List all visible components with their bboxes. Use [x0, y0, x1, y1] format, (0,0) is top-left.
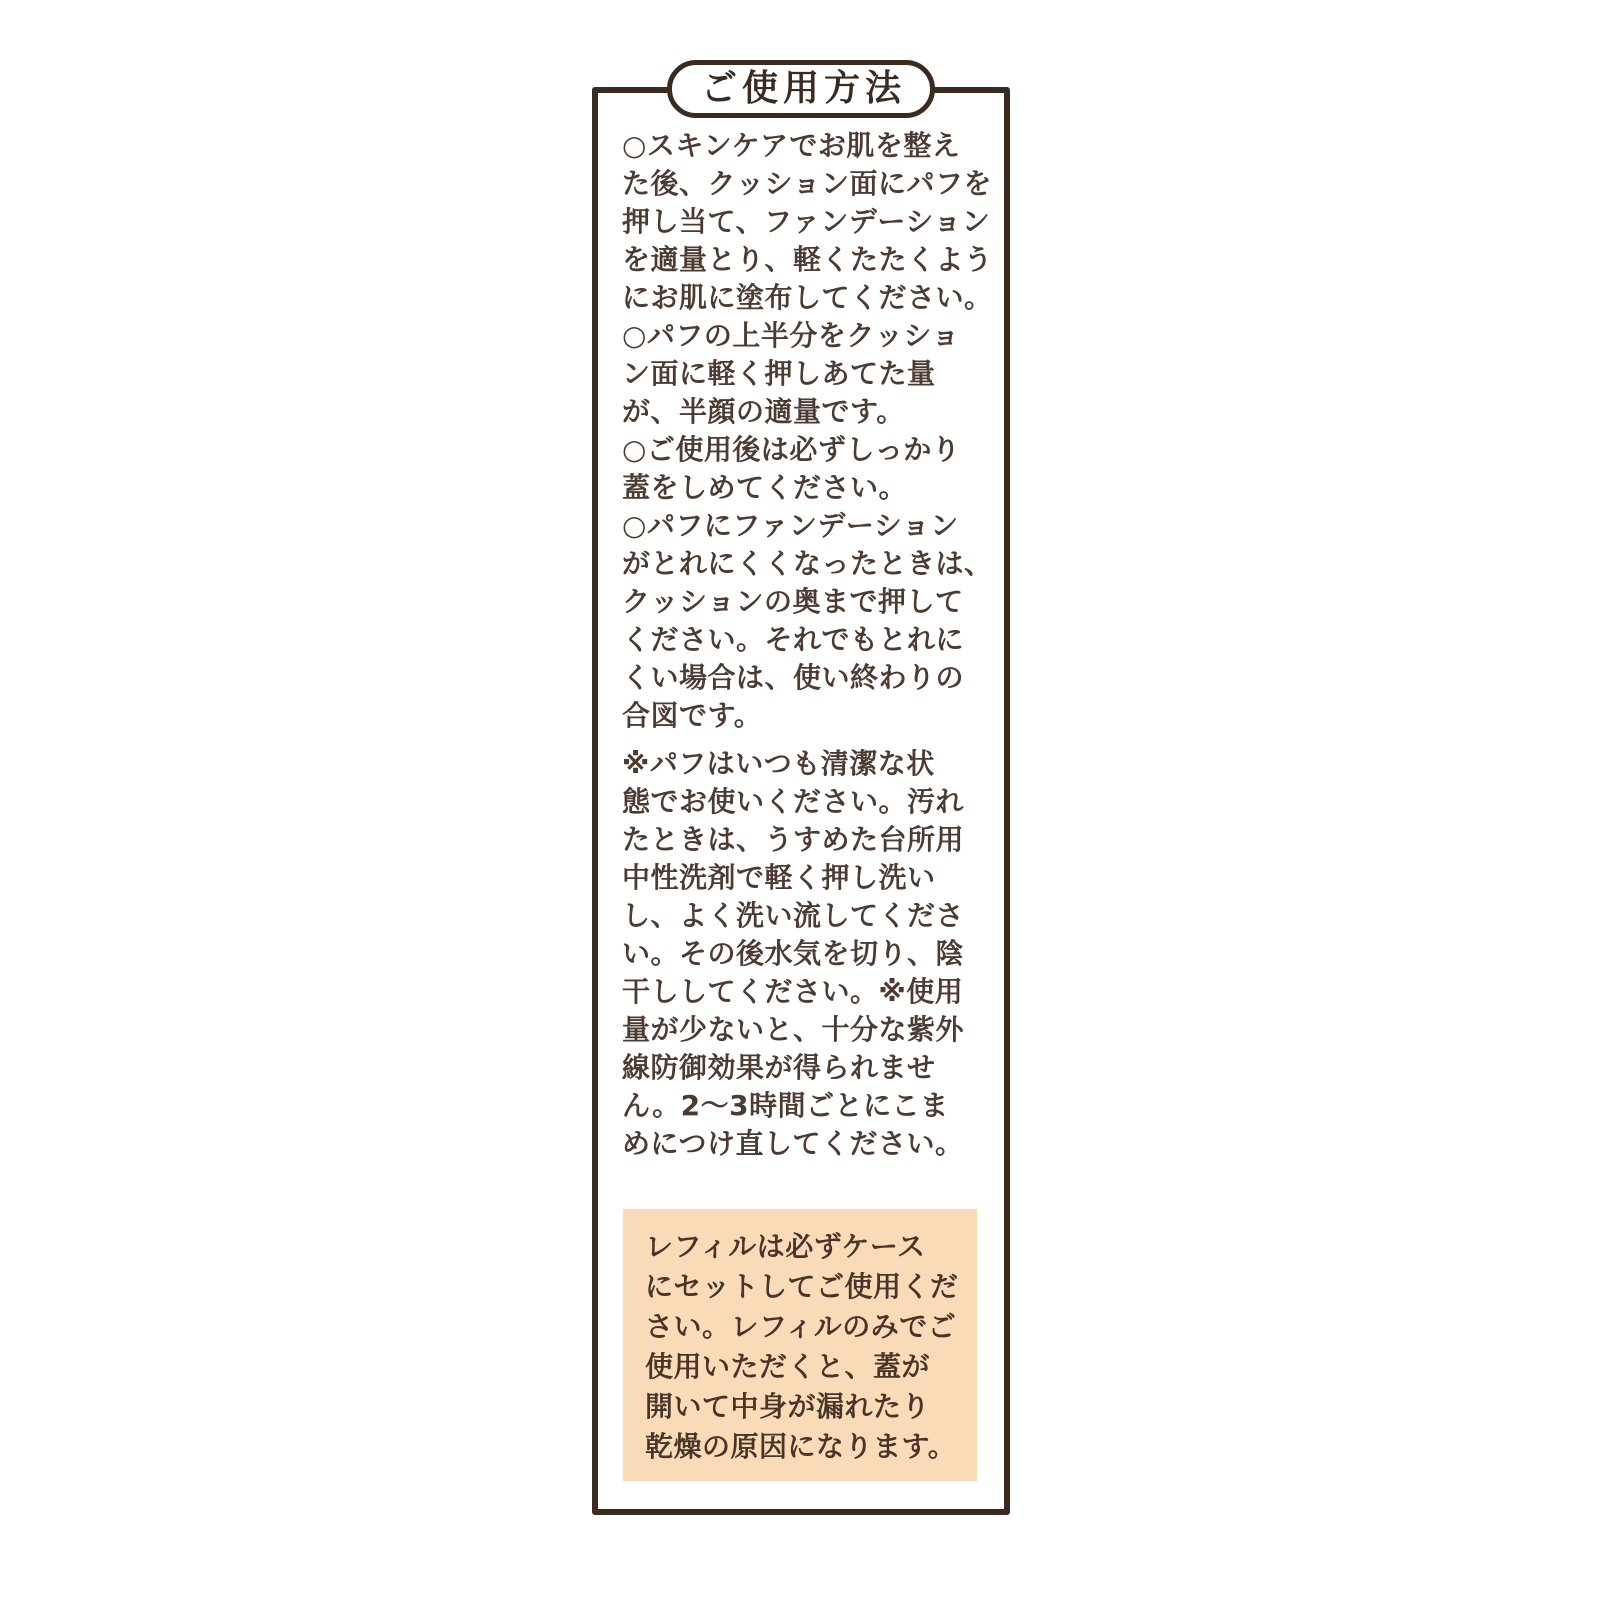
paragraph-proper-amount — [622, 317, 990, 431]
instruction-line: 蓋をしめてください。 — [622, 471, 908, 504]
warning-line: 使用いただくと、蓋が — [645, 1350, 931, 1383]
refill-warning-box — [623, 1209, 977, 1481]
instruction-line: た後、クッション面にパフを — [622, 167, 992, 200]
instruction-line: ○スキンケアでお肌を整え — [622, 129, 961, 162]
instruction-line: 合図です。 — [622, 699, 763, 732]
instruction-line: ○ご使用後は必ずしっかり — [622, 433, 961, 466]
instruction-line: ください。それでもとれに — [622, 623, 965, 656]
instruction-line: くい場合は、使い終わりの — [622, 661, 965, 694]
instruction-line: ん。2〜3時間ごとにこま — [622, 1089, 949, 1122]
instruction-line: を適量とり、軽くたたくよう — [622, 243, 993, 276]
warning-line: 乾燥の原因になります。 — [645, 1430, 957, 1463]
instruction-line: が、半顔の適量です。 — [622, 395, 905, 428]
warning-line: さい。レフィルのみでご — [645, 1310, 957, 1343]
instruction-line: 量が少ないと、十分な紫外 — [622, 1013, 965, 1046]
usage-title: ご使用方法 — [700, 68, 907, 109]
warning-line: にセットしてご使用くだ — [645, 1270, 959, 1303]
instruction-line: ○パフの上半分をクッショ — [622, 319, 960, 352]
paragraph-end-of-use-sign — [622, 507, 993, 735]
instruction-line: 中性洗剤で軽く押し洗い — [622, 861, 936, 894]
instruction-line: 押し当て、ファンデーション — [622, 205, 991, 238]
usage-title-badge — [667, 60, 935, 118]
instruction-line: し、よく洗い流してくださ — [622, 899, 965, 932]
paragraph-apply-foundation — [622, 127, 993, 317]
instruction-line: 干ししてください。※使用 — [622, 975, 964, 1008]
warning-line: 開いて中身が漏れたり — [645, 1390, 931, 1423]
paragraph-close-lid — [622, 431, 990, 507]
instruction-line: クッションの奥まで押して — [622, 585, 964, 618]
instruction-line: たときは、うすめた台所用 — [622, 823, 965, 856]
paragraph-puff-care-and-reapply — [622, 745, 990, 1163]
instruction-line: 態でお使いください。汚れ — [622, 785, 965, 818]
instruction-line: ン面に軽く押しあてた量 — [622, 357, 936, 390]
usage-instructions-panel — [592, 68, 1010, 1515]
instruction-line: ※パフはいつも清潔な状 — [622, 747, 935, 780]
warning-line: レフィルは必ずケース — [645, 1230, 926, 1263]
instruction-line: がとれにくくなったときは、 — [622, 547, 993, 580]
instruction-line: ○パフにファンデーション — [622, 509, 959, 542]
instruction-line: 線防御効果が得られませ — [622, 1051, 936, 1084]
instruction-line: めにつけ直してください。 — [622, 1127, 964, 1160]
instruction-line: にお肌に塗布してください。 — [622, 281, 993, 314]
instruction-line: い。その後水気を切り、陰 — [622, 937, 965, 970]
